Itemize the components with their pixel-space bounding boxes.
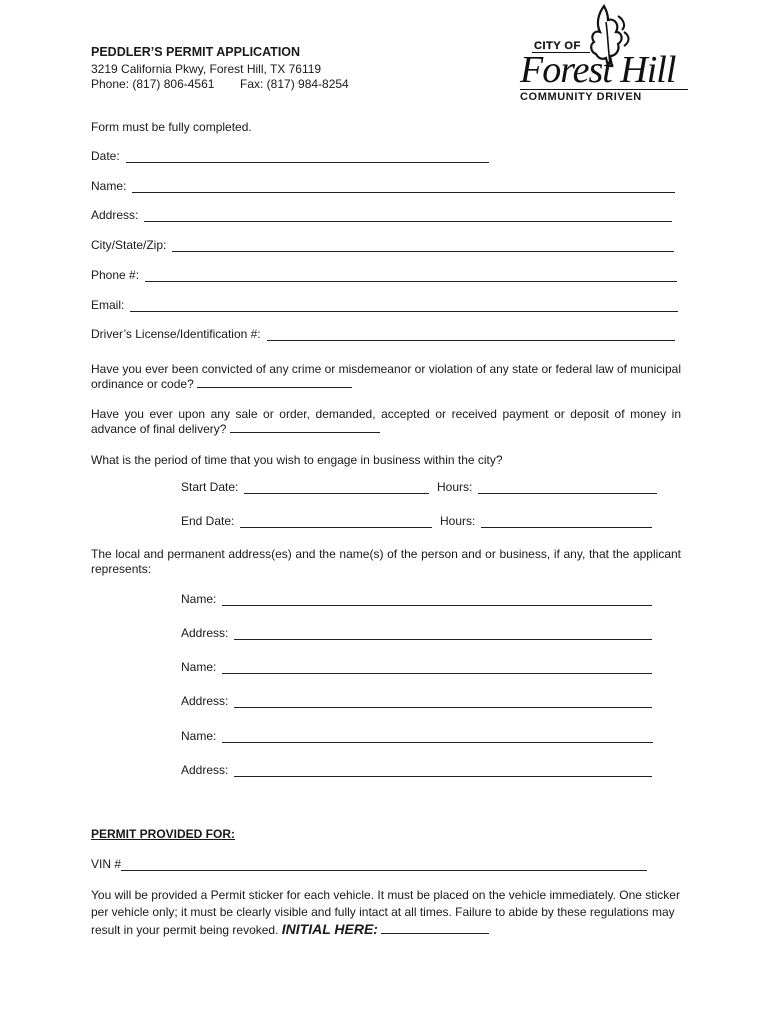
- rep-address-line[interactable]: [234, 766, 652, 777]
- vin-label: VIN #: [91, 857, 122, 871]
- represents-text: The local and permanent address(es) and the name(s) of the person and or business, if any, that the applicant represents:: [91, 547, 681, 576]
- name-label: Name:: [91, 179, 127, 193]
- rep-name-label: Name:: [181, 592, 217, 606]
- convicted-text: Have you ever been convicted of any crime or misdemeanor or violation of any state or federal law of municipal ordinance or code?: [91, 362, 681, 391]
- city-state-zip-field[interactable]: [91, 238, 674, 252]
- convicted-question: [91, 362, 681, 392]
- advance-payment-text: Have you ever upon any sale or order, demanded, accepted or received payment or deposit of money in advance of final delivery?: [91, 407, 681, 436]
- rep-name-label: Name:: [181, 729, 217, 743]
- address-field[interactable]: [91, 208, 672, 222]
- logo-city-of: CITY OF: [534, 40, 581, 52]
- end-date-field[interactable]: [181, 514, 432, 528]
- rep-name-field-3[interactable]: [181, 729, 653, 743]
- phone-line[interactable]: [145, 271, 677, 282]
- email-label: Email:: [91, 298, 125, 312]
- city-state-zip-line[interactable]: [172, 241, 674, 252]
- phone-field[interactable]: [91, 268, 677, 282]
- email-line[interactable]: [130, 301, 678, 312]
- advance-payment-question: [91, 407, 681, 437]
- period-question: What is the period of time that you wish to engage in business within the city?: [91, 453, 503, 467]
- start-hours-label: Hours:: [437, 480, 473, 494]
- rep-address-field-3[interactable]: [181, 763, 652, 777]
- rep-address-line[interactable]: [234, 629, 652, 640]
- rep-address-label: Address:: [181, 694, 229, 708]
- rep-name-field-2[interactable]: [181, 660, 652, 674]
- rep-address-field-2[interactable]: [181, 694, 652, 708]
- end-hours-field[interactable]: [440, 514, 652, 528]
- rep-address-label: Address:: [181, 626, 229, 640]
- city-state-zip-label: City/State/Zip:: [91, 238, 167, 252]
- office-phone: Phone: (817) 806-4561: [91, 77, 215, 91]
- rep-name-line[interactable]: [222, 732, 653, 743]
- license-field[interactable]: [91, 327, 675, 341]
- permit-notice-text: You will be provided a Permit sticker for each vehicle. It must be placed on the vehicle immediately. One sticker per vehicle only; it must be clearly visible and fully intact at all times. Failure to abide by these regulations may result in your permit being revoked.: [91, 888, 680, 937]
- instruction-text: Form must be fully completed.: [91, 120, 252, 134]
- start-date-label: Start Date:: [181, 480, 239, 494]
- convicted-answer-line[interactable]: [197, 377, 352, 388]
- permit-notice: [91, 887, 686, 939]
- date-line[interactable]: [126, 152, 489, 163]
- rep-address-field-1[interactable]: [181, 626, 652, 640]
- end-date-line[interactable]: [240, 517, 432, 528]
- start-date-line[interactable]: [244, 483, 429, 494]
- license-line[interactable]: [267, 330, 675, 341]
- address-label: Address:: [91, 208, 139, 222]
- vin-line[interactable]: [121, 860, 647, 871]
- start-hours-line[interactable]: [478, 483, 657, 494]
- end-hours-label: Hours:: [440, 514, 476, 528]
- date-label: Date:: [91, 149, 120, 163]
- logo-name: Forest Hill: [520, 49, 676, 91]
- initial-line[interactable]: [381, 923, 489, 934]
- initial-label: INITIAL HERE:: [281, 921, 378, 937]
- forest-hill-logo: [518, 2, 690, 102]
- date-field[interactable]: [91, 149, 489, 163]
- vin-field[interactable]: [91, 857, 647, 871]
- office-fax: Fax: (817) 984-8254: [240, 77, 349, 91]
- start-date-field[interactable]: [181, 480, 429, 494]
- logo-divider: [520, 89, 688, 90]
- rep-name-label: Name:: [181, 660, 217, 674]
- rep-address-line[interactable]: [234, 697, 652, 708]
- rep-name-line[interactable]: [222, 595, 652, 606]
- rep-name-field-1[interactable]: [181, 592, 652, 606]
- name-line[interactable]: [132, 182, 675, 193]
- start-hours-field[interactable]: [437, 480, 657, 494]
- name-field[interactable]: [91, 179, 675, 193]
- address-line[interactable]: [144, 211, 672, 222]
- office-address: 3219 California Pkwy, Forest Hill, TX 76119: [91, 62, 322, 76]
- license-label: Driver’s License/Identification #:: [91, 327, 261, 341]
- permit-heading: PERMIT PROVIDED FOR:: [91, 827, 236, 841]
- logo-tagline: COMMUNITY DRIVEN: [520, 91, 642, 103]
- advance-payment-answer-line[interactable]: [230, 422, 380, 433]
- end-hours-line[interactable]: [481, 517, 652, 528]
- rep-address-label: Address:: [181, 763, 229, 777]
- rep-name-line[interactable]: [222, 663, 652, 674]
- end-date-label: End Date:: [181, 514, 235, 528]
- email-field[interactable]: [91, 298, 678, 312]
- form-title: PEDDLER’S PERMIT APPLICATION: [91, 45, 301, 59]
- phone-label: Phone #:: [91, 268, 140, 282]
